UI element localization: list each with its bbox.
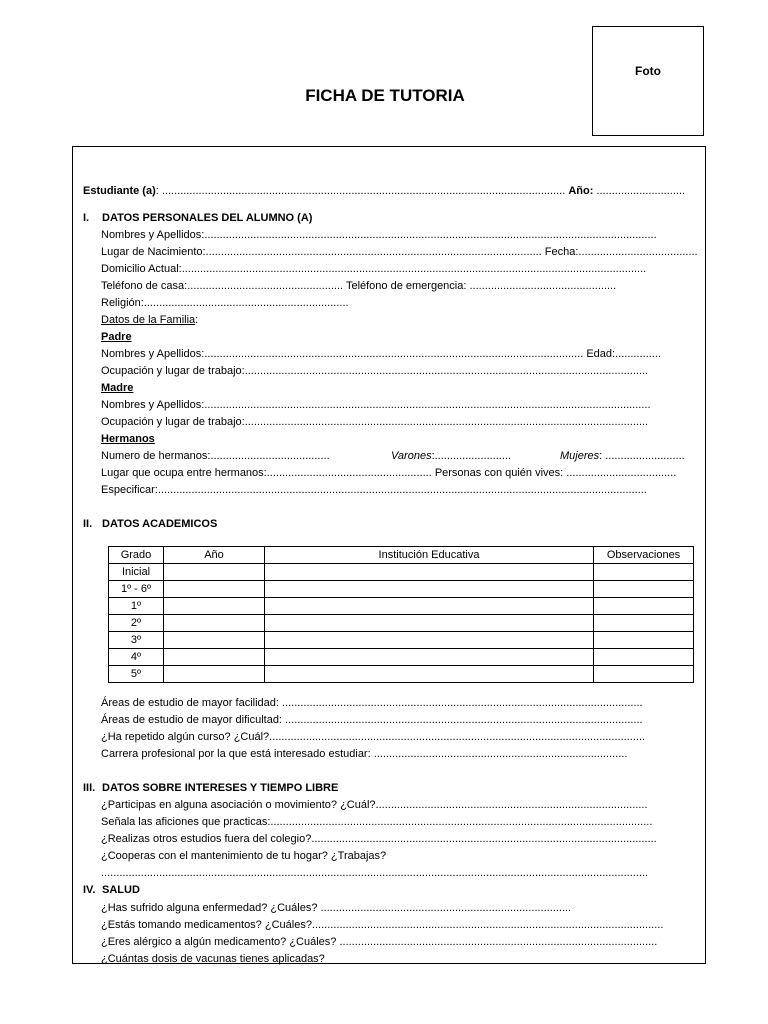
section-3-number: III.	[83, 782, 96, 794]
observations-cell[interactable]	[594, 598, 694, 615]
address-line[interactable]: Domicilio Actual:........................................................................................................................................................	[101, 263, 647, 275]
illness-line[interactable]: ¿Has sufrido alguna enfermedad? ¿Cuáles? ..................................................................................	[101, 902, 572, 914]
student-line	[83, 184, 685, 198]
mother-names-line[interactable]: Nombres y Apellidos:..................................................................................................................................................	[101, 399, 651, 411]
home-help-answer-line[interactable]: ...................................................................................................................................................................................	[101, 867, 649, 879]
medication-line[interactable]: ¿Estás tomando medicamentos? ¿Cuáles?...................................................................................................................	[101, 919, 664, 931]
section-2-heading	[83, 517, 217, 531]
siblings-heading: Hermanos	[101, 433, 155, 445]
observations-cell[interactable]	[594, 581, 694, 598]
col-grade-header: Grado	[109, 547, 164, 564]
section-1-title: DATOS PERSONALES DEL ALUMNO (A)	[102, 212, 313, 224]
section-2-number: II.	[83, 518, 93, 530]
observations-cell[interactable]	[594, 666, 694, 683]
col-observations-header: Observaciones	[594, 547, 694, 564]
males-label: Varones	[391, 450, 432, 462]
birthplace-line[interactable]: Lugar de Nacimiento:.............................................................................................................. Fecha:.......................................	[101, 246, 698, 258]
table-row	[109, 564, 694, 581]
institution-cell[interactable]	[265, 564, 594, 581]
mother-heading: Madre	[101, 382, 134, 394]
family-label: Datos de la Familia	[101, 314, 196, 326]
col-institution-header: Institución Educativa	[265, 547, 594, 564]
section-4-title: SALUD	[102, 884, 140, 896]
females-label: Mujeres	[560, 450, 600, 462]
grade-cell: 3º	[109, 632, 164, 649]
hobbies-line[interactable]: Señala las aficiones que practicas:.............................................................................................................................	[101, 816, 653, 828]
student-label: Estudiante (a)	[83, 185, 156, 197]
vaccines-line[interactable]: ¿Cuántas dosis de vacunas tienes aplicadas?	[101, 953, 325, 965]
observations-cell[interactable]	[594, 564, 694, 581]
institution-cell[interactable]	[265, 615, 594, 632]
year-cell[interactable]	[164, 666, 265, 683]
males-field[interactable]	[391, 449, 511, 463]
females-dots: : ..........................	[599, 450, 685, 462]
institution-cell[interactable]	[265, 649, 594, 666]
sibling-position-line[interactable]: Lugar que ocupa entre hermanos:...................................................... Personas con quién vives: ....................................	[101, 467, 677, 479]
home-help-line: ¿Cooperas con el mantenimiento de tu hogar? ¿Trabajas?	[101, 850, 387, 862]
section-3-title: DATOS SOBRE INTERESES Y TIEMPO LIBRE	[102, 782, 339, 794]
allergy-line[interactable]: ¿Eres alérgico a algún medicamento? ¿Cuáles? ........................................................................................................	[101, 936, 658, 948]
page-title: FICHA DE TUTORIA	[305, 86, 465, 105]
table-row	[109, 615, 694, 632]
table-row	[109, 649, 694, 666]
grade-cell: 1º	[109, 598, 164, 615]
section-4-number: IV.	[83, 884, 96, 896]
mother-occupation-line[interactable]: Ocupación y lugar de trabajo:....................................................................................................................................	[101, 416, 649, 428]
photo-box	[592, 26, 704, 136]
student-colon: :	[155, 185, 159, 197]
table-row	[109, 632, 694, 649]
year-cell[interactable]	[164, 581, 265, 598]
student-field[interactable]: ....................................................................................................................................	[158, 185, 569, 197]
father-names-line[interactable]: Nombres y Apellidos:............................................................................................................................ Edad:...............	[101, 348, 661, 360]
grade-cell: 1º - 6º	[109, 581, 164, 598]
siblings-count-line[interactable]: Numero de hermanos:.......................................	[101, 450, 330, 462]
grade-cell: 2º	[109, 615, 164, 632]
hard-subjects-line[interactable]: Áreas de estudio de mayor dificultad: .....................................................................................................................	[101, 714, 643, 726]
section-3-heading	[83, 781, 338, 795]
table-row	[109, 666, 694, 683]
observations-cell[interactable]	[594, 649, 694, 666]
year-cell[interactable]	[164, 598, 265, 615]
repeated-course-line[interactable]: ¿Ha repetido algún curso? ¿Cuál?...........................................................................................................................	[101, 731, 646, 743]
grade-cell: Inicial	[109, 564, 164, 581]
observations-cell[interactable]	[594, 632, 694, 649]
religion-line[interactable]: Religión:...................................................................	[101, 297, 349, 309]
section-1-number: I.	[83, 212, 90, 224]
father-occupation-line[interactable]: Ocupación y lugar de trabajo:....................................................................................................................................	[101, 365, 649, 377]
table-row	[109, 581, 694, 598]
year-label: Año:	[568, 185, 594, 197]
year-field[interactable]: .............................	[593, 185, 686, 197]
observations-cell[interactable]	[594, 615, 694, 632]
specify-line[interactable]: Especificar:................................................................................................................................................................	[101, 484, 647, 496]
institution-cell[interactable]	[265, 632, 594, 649]
institution-cell[interactable]	[265, 581, 594, 598]
section-2-title: DATOS ACADEMICOS	[102, 518, 218, 530]
academic-table	[108, 546, 694, 683]
section-1-heading	[83, 211, 312, 225]
section-4-heading	[83, 883, 140, 897]
males-dots: :.........................	[431, 450, 512, 462]
career-line[interactable]: Carrera profesional por la que está interesado estudiar: ...................................................................................	[101, 748, 628, 760]
institution-cell[interactable]	[265, 666, 594, 683]
association-line[interactable]: ¿Participas en alguna asociación o movimiento? ¿Cuál?.........................................................................................	[101, 799, 648, 811]
females-field[interactable]	[560, 449, 685, 463]
photo-label: Foto	[635, 64, 661, 78]
grade-cell: 4º	[109, 649, 164, 666]
year-cell[interactable]	[164, 615, 265, 632]
table-row	[109, 598, 694, 615]
year-cell[interactable]	[164, 649, 265, 666]
names-line[interactable]: Nombres y Apellidos:....................................................................................................................................................	[101, 229, 657, 241]
phone-line[interactable]: Teléfono de casa:................................................... Teléfono de emergencia: ................................................	[101, 280, 617, 292]
table-header-row	[109, 547, 694, 564]
col-year-header: Año	[164, 547, 265, 564]
year-cell[interactable]	[164, 564, 265, 581]
other-studies-line[interactable]: ¿Realizas otros estudios fuera del colegio?.................................................................................................................	[101, 833, 657, 845]
grade-cell: 5º	[109, 666, 164, 683]
family-colon: :	[195, 314, 199, 326]
institution-cell[interactable]	[265, 598, 594, 615]
year-cell[interactable]	[164, 632, 265, 649]
father-heading: Padre	[101, 331, 132, 343]
family-heading	[101, 313, 198, 327]
easy-subjects-line[interactable]: Áreas de estudio de mayor facilidad: ......................................................................................................................	[101, 697, 643, 709]
